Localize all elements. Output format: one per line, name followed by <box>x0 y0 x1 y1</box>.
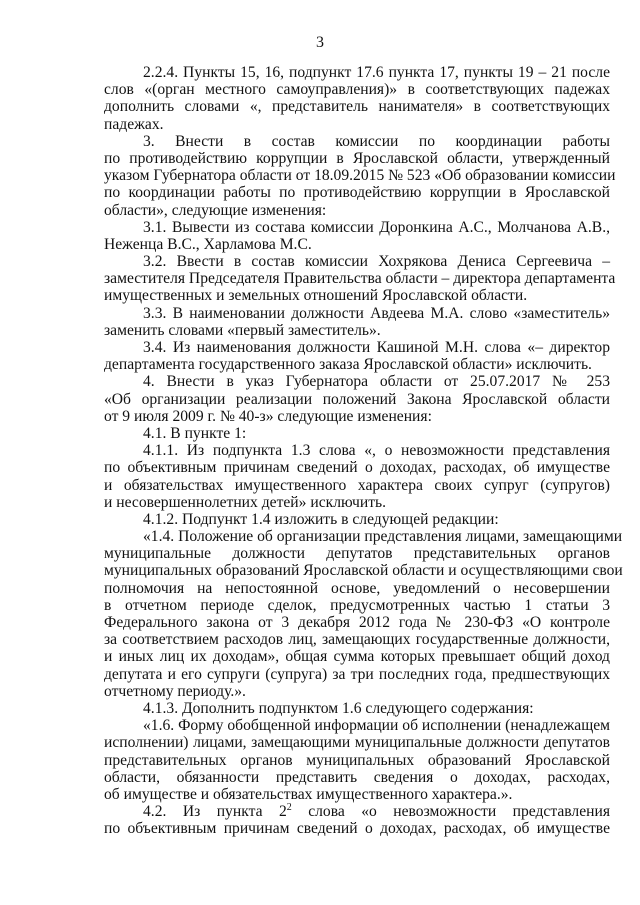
text-line <box>104 236 610 253</box>
text-line <box>104 477 610 494</box>
text-line <box>104 184 610 201</box>
line-text: дополнить словами «, представитель нанимателя» в соответствующих <box>104 98 610 116</box>
text-line <box>104 339 610 356</box>
line-text: муниципальных образований Ярославской области и осуществляющими свои <box>104 562 623 580</box>
line-text: «1.6. Форму обобщенной информации об исполнении (ненадлежащем <box>143 717 610 735</box>
text-line <box>104 98 610 115</box>
text-line <box>104 820 610 837</box>
text-line <box>104 64 610 81</box>
text-line <box>104 253 610 270</box>
text-line <box>104 202 610 219</box>
text-line <box>104 150 610 167</box>
text-line <box>104 391 610 408</box>
line-text: падежах. <box>104 115 164 133</box>
line-text: имущественных и земельных отношений Ярославской области. <box>104 287 528 305</box>
text-line <box>104 270 616 288</box>
text-line <box>104 734 610 751</box>
text-line <box>104 116 610 133</box>
line-text: в отчетном периоде сделок, предусмотренных частью 1 статьи 3 <box>104 596 610 614</box>
text-line <box>104 562 623 580</box>
text-line <box>104 356 610 373</box>
text-line <box>104 287 610 304</box>
line-text: депутата и его супруги (супруга) за три последних года, предшествующих <box>104 665 610 683</box>
text-line <box>104 219 610 236</box>
text-line <box>104 459 610 476</box>
document-body <box>104 64 623 838</box>
text-line <box>104 683 610 700</box>
line-text: муниципальные должности депутатов представительных органов <box>104 545 610 563</box>
line-text: Неженца В.С., Харламова М.С. <box>104 235 312 253</box>
text-line <box>104 494 610 511</box>
text-line <box>104 305 610 322</box>
text-line <box>104 717 610 734</box>
line-text: отчетному периоду.». <box>104 682 246 700</box>
line-text: департамента государственного заказа Ярославской области» исключить. <box>104 356 592 374</box>
line-text: по противодействию коррупции в Ярославской области, утвержденный <box>104 149 610 167</box>
line-text: 4.1. В пункте 1: <box>143 424 247 442</box>
text-line <box>104 442 610 459</box>
line-text: Федерального закона от 3 декабря 2012 года № 230-ФЗ «О контроле <box>104 614 610 631</box>
text-line <box>104 597 610 614</box>
line-text: и несовершеннолетних детей» исключить. <box>104 493 387 511</box>
line-text-tail: слова «о невозможности представления <box>291 803 610 821</box>
text-line <box>104 133 610 150</box>
text-line <box>104 614 610 631</box>
superscript: 2 <box>286 801 292 813</box>
line-text: заменить словами «первый заместитель». <box>104 321 381 339</box>
line-text: 4.1.2. Подпункт 1.4 изложить в следующей редакции: <box>143 510 499 528</box>
line-text: 3. Внести в состав комиссии по координации работы <box>143 132 610 150</box>
line-text: 4.1.1. Из подпункта 1.3 слова «, о невозможности представления <box>143 442 610 460</box>
line-text: 3.4. Из наименования должности Кашиной М.Н. слова «– директор <box>143 339 610 356</box>
text-line <box>104 373 610 390</box>
line-text: полномочия на непостоянной основе, уведомлений о несовершении <box>104 579 610 597</box>
line-text: 4.2. Из пункта 2 <box>143 803 287 821</box>
text-line <box>104 803 610 820</box>
line-text: «Об организации реализации положений Закона Ярославской области <box>104 390 610 408</box>
line-text: 3.2. Ввести в состав комиссии Хохрякова Дениса Сергеевича – <box>143 253 610 271</box>
line-text: «1.4. Положение об организации представления лицами, замещающими <box>143 528 623 546</box>
text-line <box>104 769 610 786</box>
line-text: заместителя Председателя Правительства области – директора департамента <box>104 270 616 288</box>
text-line <box>104 580 610 597</box>
text-line <box>104 167 616 185</box>
text-line <box>104 81 610 98</box>
text-line <box>104 408 610 425</box>
text-line <box>104 786 610 803</box>
line-text: и иных лиц их доходам», общая сумма которых превышает общий доход <box>104 648 610 666</box>
text-line <box>104 528 623 546</box>
line-text: 4.1.3. Дополнить подпунктом 1.6 следующего содержания: <box>143 699 534 717</box>
text-line <box>104 511 610 528</box>
line-text: и обязательствах имущественного характера своих супруг (супругов) <box>104 476 610 494</box>
text-line <box>104 545 610 562</box>
line-text: 2.2.4. Пункты 15, 16, подпункт 17.6 пункта 17, пункты 19 – 21 после <box>143 64 610 81</box>
line-text: представительных органов муниципальных образований Ярославской <box>104 751 610 769</box>
text-line <box>104 425 610 442</box>
text-line <box>104 752 610 769</box>
line-text: об имуществе и обязательствах имущественного характера.». <box>104 785 513 803</box>
line-text: за соответствием расходов лиц, замещающих государственные должности, <box>104 631 610 649</box>
page-number: 3 <box>316 34 324 51</box>
line-text: от 9 июля 2009 г. № 40-з» следующие изменения: <box>104 407 432 425</box>
line-text: по объективным причинам сведений о доходах, расходах, об имуществе <box>104 820 610 838</box>
line-text: указом Губернатора области от 18.09.2015 № 523 «Об образовании комиссии <box>104 167 616 185</box>
text-line <box>104 700 610 717</box>
line-text: слов «(орган местного самоуправления)» в соответствующих падежах <box>104 81 610 99</box>
text-line <box>104 648 610 665</box>
line-text: по объективным причинам сведений о доходах, расходах, об имуществе <box>104 459 610 477</box>
line-text: 4. Внести в указ Губернатора области от 25.07.2017 № 253 <box>143 373 610 391</box>
text-line <box>104 666 610 683</box>
line-text: по координации работы по противодействию коррупции в Ярославской <box>104 184 610 202</box>
line-text: области», следующие изменения: <box>104 201 327 219</box>
text-line <box>104 322 610 339</box>
line-text: 3.3. В наименовании должности Авдеева М.А. слово «заместитель» <box>143 304 610 322</box>
line-text: области, обязанности представить сведения о доходах, расходах, <box>104 768 610 786</box>
line-text: 3.1. Вывести из состава комиссии Доронкина А.С., Молчанова А.В., <box>143 218 610 236</box>
text-line <box>104 631 610 648</box>
line-text: исполнении) лицами, замещающими муниципальные должности депутатов <box>104 734 610 752</box>
